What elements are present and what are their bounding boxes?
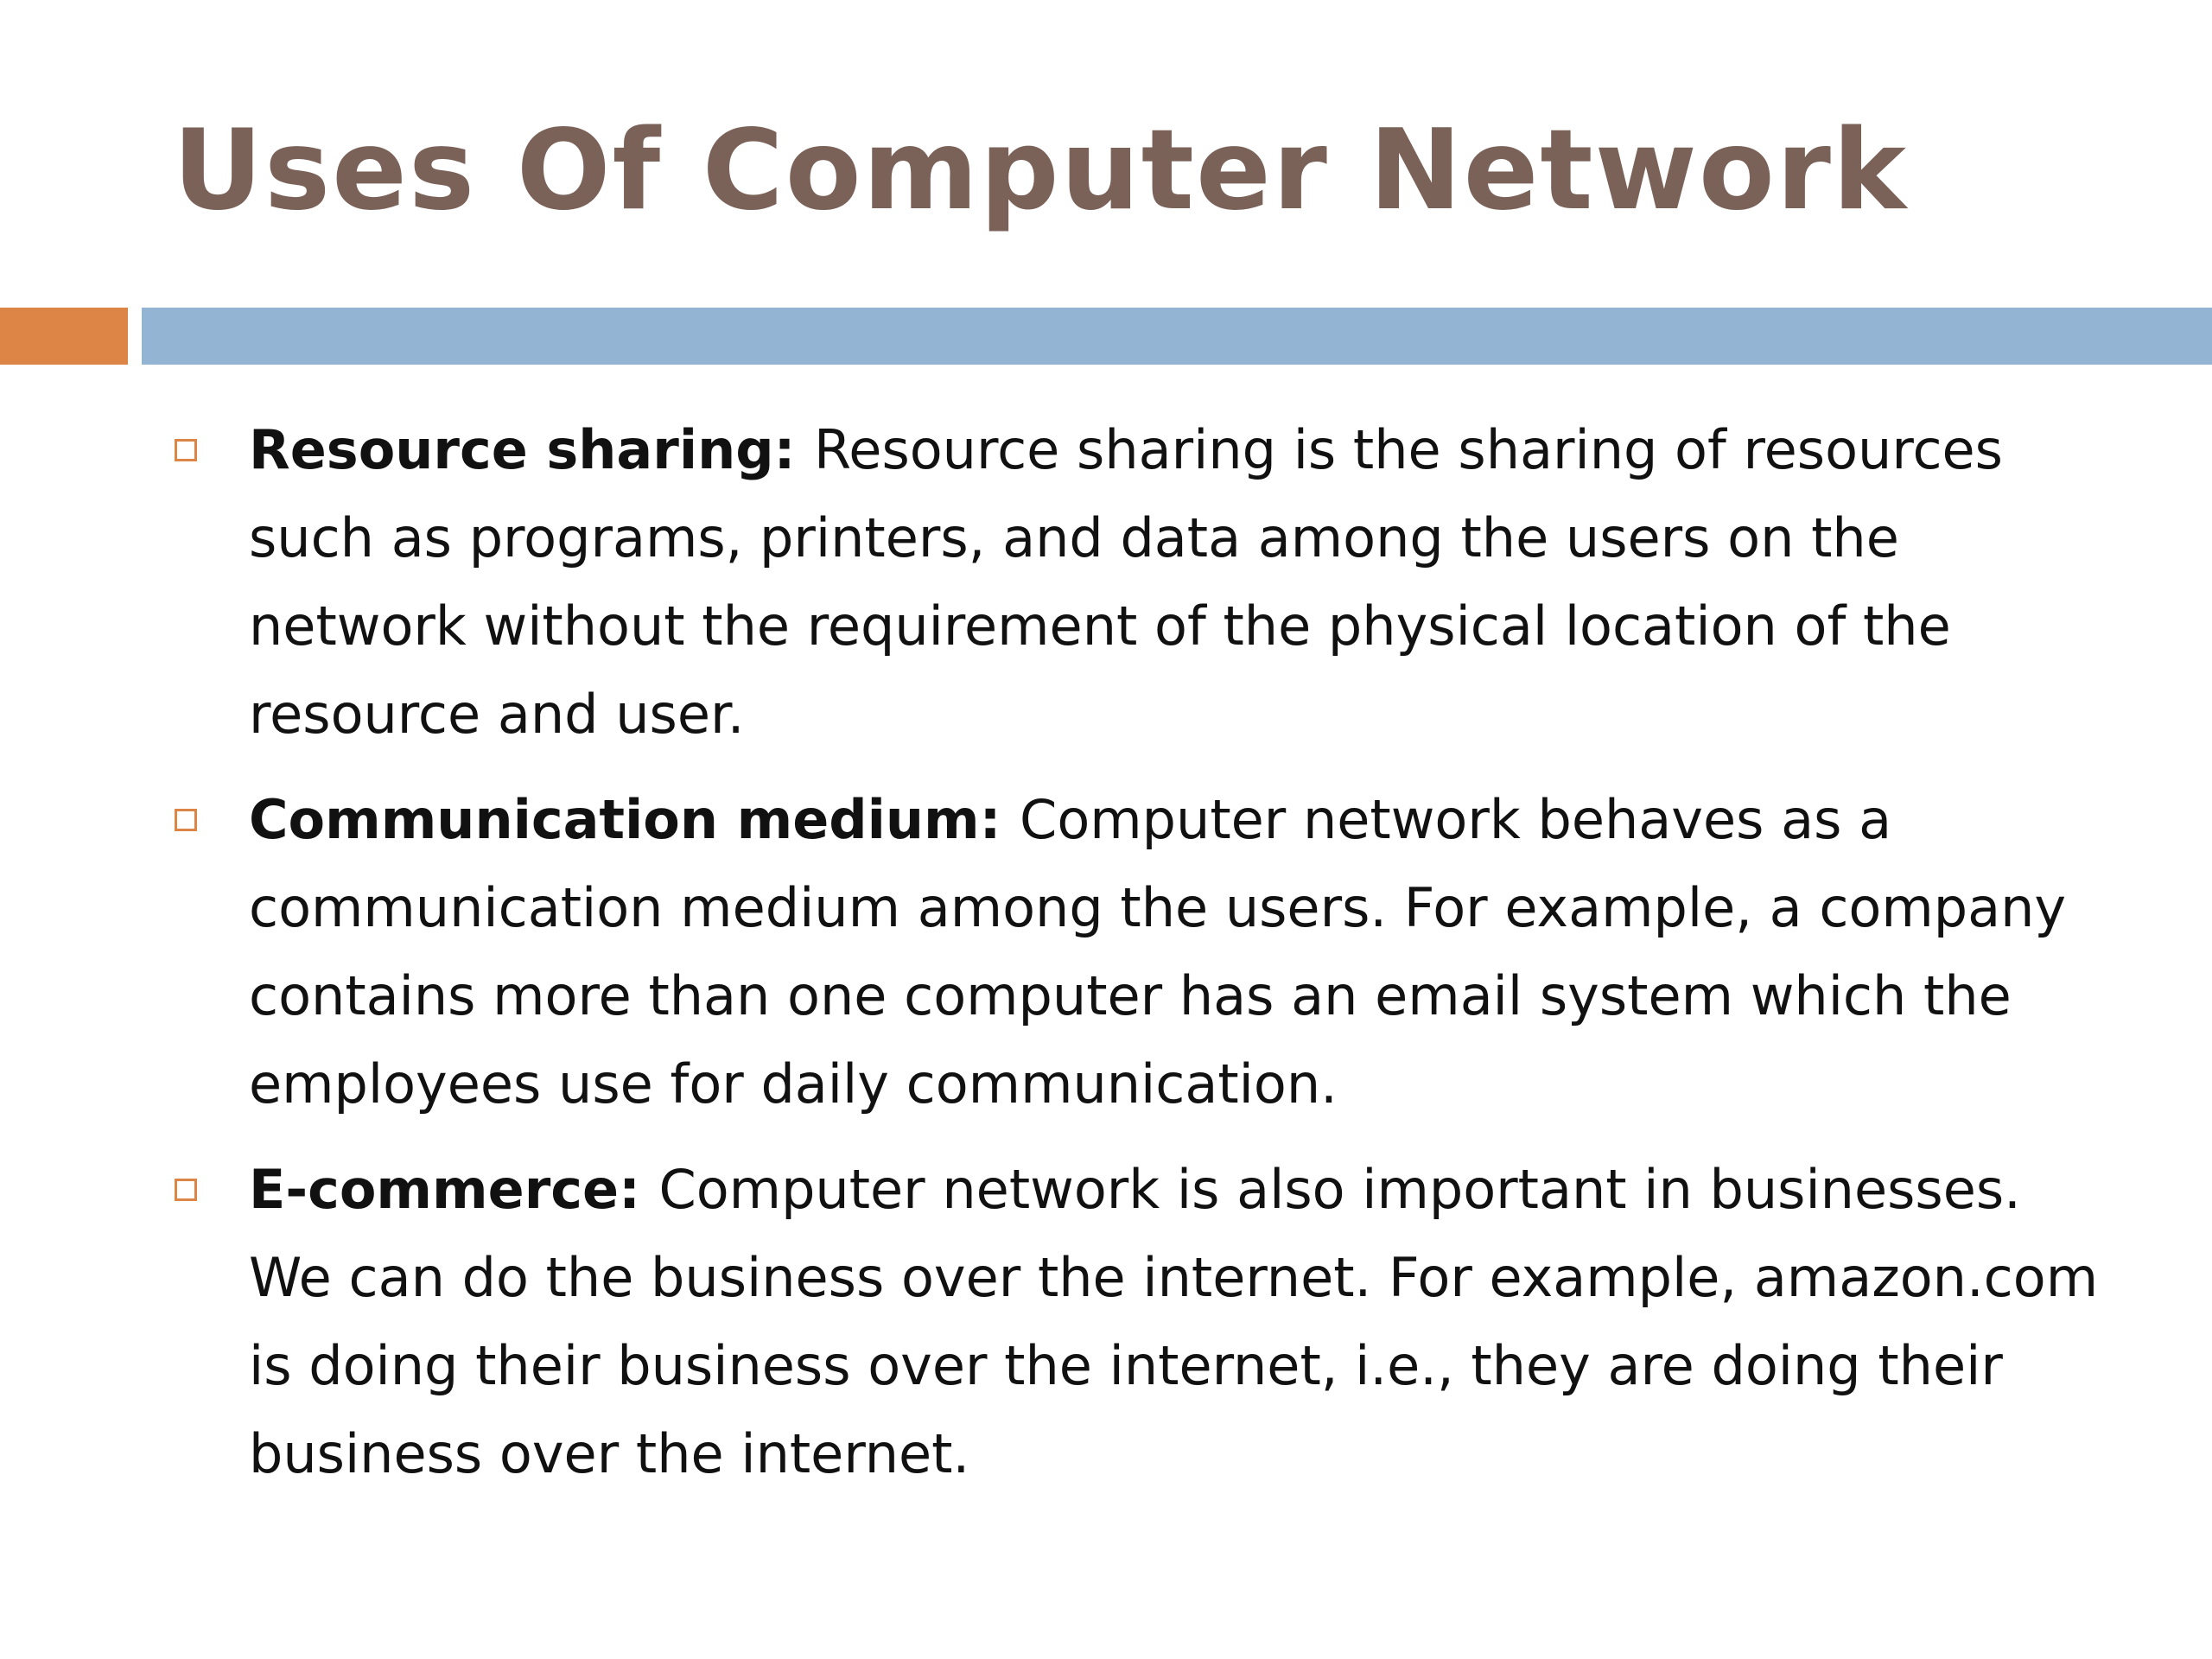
hollow-square-icon xyxy=(175,1179,197,1201)
bullet-list xyxy=(173,406,2108,1516)
bullet-item-resource-sharing xyxy=(173,406,2108,759)
slide-title: Uses Of Computer Network xyxy=(173,106,1908,235)
hollow-square-icon xyxy=(175,439,197,461)
bullet-term: E-commerce: xyxy=(249,1158,659,1221)
bullet-term: Communication medium: xyxy=(249,788,1020,851)
bullet-item-e-commerce xyxy=(173,1146,2108,1498)
hollow-square-icon xyxy=(175,809,197,831)
bullet-text: Resource sharing is the sharing of resources such as programs, printers, and data among the users on the network without the requirement of the physical location of the resource and user. xyxy=(249,418,2003,746)
title-rule-bar xyxy=(142,308,2212,365)
bullet-term: Resource sharing: xyxy=(249,418,814,481)
bullet-item-communication-medium xyxy=(173,776,2108,1128)
bullet-text: Computer network is also important in businesses. We can do the business over the internet. For example, amazon.com is doing their business over the internet, i.e., they are doing their business over the internet. xyxy=(249,1158,2099,1485)
title-accent-bar xyxy=(0,308,128,365)
bullet-text: Computer network behaves as a communication medium among the users. For example, a company contains more than one computer has an email system which the employees use for daily communication. xyxy=(249,788,2067,1116)
